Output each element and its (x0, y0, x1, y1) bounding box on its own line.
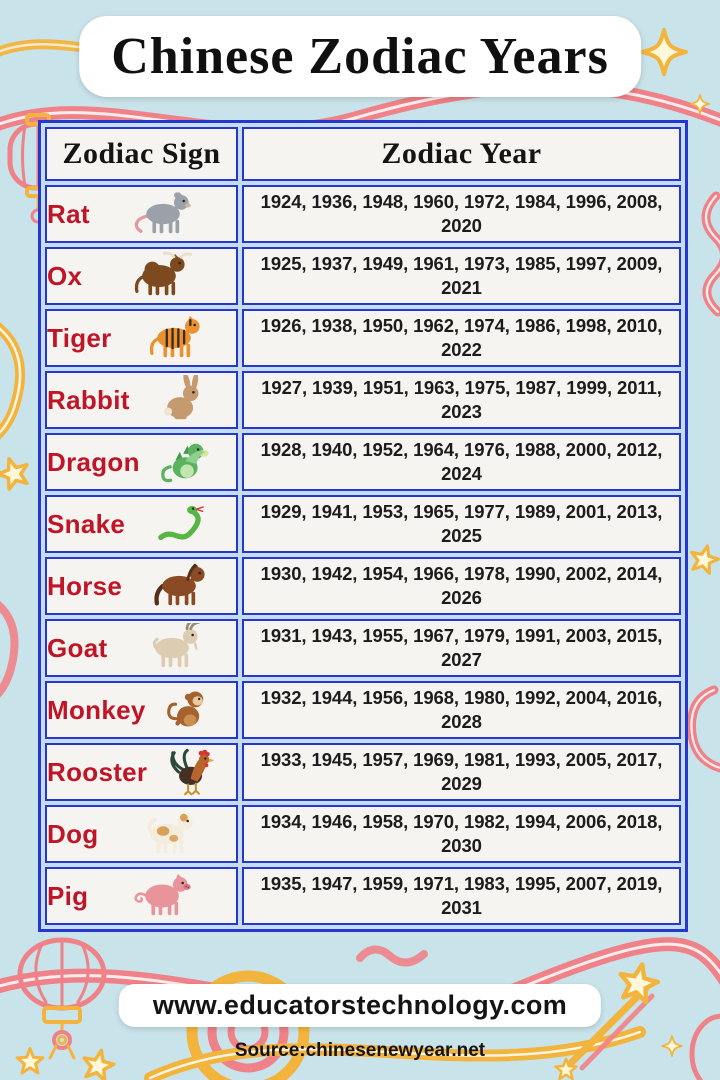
column-header-sign: Zodiac Sign (45, 127, 238, 181)
zodiac-sign-cell (45, 433, 238, 491)
zodiac-years-cell (242, 743, 681, 801)
table-row (45, 619, 681, 677)
zodiac-years-cell (242, 433, 681, 491)
zodiac-years-text: 1927, 1939, 1951, 1963, 1975, 1987, 1999, 2011, 2023 (261, 376, 662, 422)
zodiac-years-cell (242, 557, 681, 615)
zodiac-years-text: 1930, 1942, 1954, 1966, 1978, 1990, 2002, 2014, 2026 (260, 562, 663, 608)
rabbit-icon (130, 375, 236, 425)
snake-icon (125, 499, 236, 549)
zodiac-years-text: 1932, 1944, 1956, 1968, 1980, 1992, 2004, 2016, 2028 (260, 686, 663, 732)
zodiac-years-cell (242, 309, 681, 367)
source-credit: Source:chinesenewyear.net (234, 1040, 486, 1061)
zodiac-years-cell (242, 371, 681, 429)
dog-icon (98, 809, 236, 859)
zodiac-years-text: 1929, 1941, 1953, 1965, 1977, 1989, 2001, 2013, 2025 (260, 500, 663, 546)
zodiac-sign-label: Pig (47, 880, 89, 911)
horse-icon (122, 561, 236, 611)
zodiac-sign-cell (45, 495, 238, 553)
zodiac-sign-cell (45, 247, 238, 305)
zodiac-sign-label: Dragon (47, 446, 140, 477)
zodiac-sign-label: Dog (47, 818, 99, 849)
dragon-icon (140, 437, 236, 487)
zodiac-sign-label: Ox (47, 260, 83, 291)
rat-icon (90, 189, 236, 239)
table-row (45, 557, 681, 615)
zodiac-years-text: 1935, 1947, 1959, 1971, 1983, 1995, 2007, 2019, 2031 (260, 872, 663, 918)
zodiac-years-text: 1928, 1940, 1952, 1964, 1976, 1988, 2000, 2012, 2024 (260, 438, 663, 484)
zodiac-sign-label: Tiger (47, 322, 112, 353)
zodiac-sign-cell (45, 185, 238, 243)
pig-icon (88, 871, 236, 921)
squiggle-decoration-right (688, 196, 720, 768)
zodiac-sign-cell (45, 681, 238, 739)
table-row (45, 681, 681, 739)
zodiac-years-cell (242, 185, 681, 243)
swirl-decoration-left (0, 320, 32, 704)
zodiac-sign-cell (45, 309, 238, 367)
table-row (45, 495, 681, 553)
zodiac-years-text: 1925, 1937, 1949, 1961, 1973, 1985, 1997, 2009, 2021 (260, 252, 663, 298)
table-row (45, 743, 681, 801)
zodiac-years-cell (242, 867, 681, 925)
zodiac-sign-cell (45, 743, 238, 801)
table-row (45, 433, 681, 491)
zodiac-sign-cell (45, 371, 238, 429)
zodiac-years-text: 1926, 1938, 1950, 1962, 1974, 1986, 1998, 2010, 2022 (260, 314, 663, 360)
zodiac-sign-cell (45, 557, 238, 615)
page-title: Chinese Zodiac Years (111, 28, 609, 85)
zodiac-sign-label: Rabbit (47, 384, 130, 415)
zodiac-sign-label: Rat (47, 198, 90, 229)
rooster-icon (147, 747, 236, 797)
zodiac-years-cell (242, 619, 681, 677)
table-row (45, 185, 681, 243)
table-row (45, 867, 681, 925)
zodiac-sign-cell (45, 867, 238, 925)
goat-icon (107, 623, 236, 673)
zodiac-years-text: 1924, 1936, 1948, 1960, 1972, 1984, 1996, 2008, 2020 (260, 190, 663, 236)
table-row (45, 247, 681, 305)
zodiac-years-cell (242, 247, 681, 305)
zodiac-sign-label: Horse (47, 570, 123, 601)
zodiac-years-text: 1931, 1943, 1955, 1967, 1979, 1991, 2003, 2015, 2027 (260, 624, 663, 670)
zodiac-years-cell (242, 681, 681, 739)
header-row (45, 127, 681, 181)
title-banner (79, 16, 641, 97)
table-row (45, 309, 681, 367)
ox-icon (82, 251, 236, 301)
zodiac-sign-label: Goat (47, 632, 108, 663)
tiger-icon (112, 313, 236, 363)
zodiac-years-text: 1933, 1945, 1957, 1969, 1981, 1993, 2005, 2017, 2029 (260, 748, 663, 794)
zodiac-table (38, 120, 688, 932)
zodiac-table-header (45, 127, 681, 181)
table-row (45, 805, 681, 863)
zodiac-years-cell (242, 495, 681, 553)
monkey-icon (146, 685, 236, 735)
zodiac-sign-label: Monkey (47, 694, 146, 725)
zodiac-sign-cell (45, 805, 238, 863)
zodiac-table-body (45, 185, 681, 925)
zodiac-years-cell (242, 805, 681, 863)
website-banner (119, 984, 601, 1027)
zodiac-years-text: 1934, 1946, 1958, 1970, 1982, 1994, 2006, 2018, 2030 (260, 810, 663, 856)
table-row (45, 371, 681, 429)
column-header-year: Zodiac Year (242, 127, 681, 181)
zodiac-sign-label: Rooster (47, 756, 148, 787)
website-url: www.educatorstechnology.com (152, 990, 568, 1020)
zodiac-sign-cell (45, 619, 238, 677)
zodiac-sign-label: Snake (47, 508, 126, 539)
